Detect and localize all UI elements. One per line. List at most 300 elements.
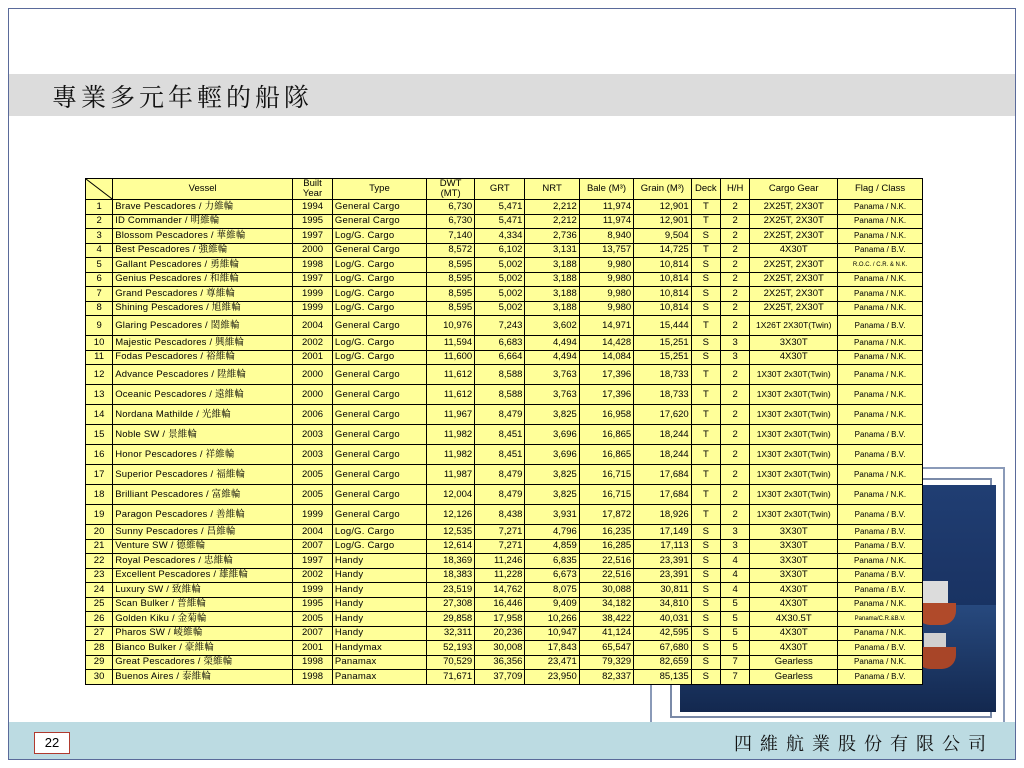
row-number: 6 [86,272,113,287]
hatch-count: 2 [720,505,749,525]
dwt-value: 29,858 [427,612,475,627]
vessel-name: Great Pescadores / 榮維輪 [113,655,293,670]
deck-type: S [691,301,720,316]
dwt-value: 6,730 [427,200,475,215]
deck-type: T [691,214,720,229]
grt-value: 6,102 [475,243,525,258]
grt-value: 8,588 [475,385,525,405]
table-row [86,425,923,445]
cargo-gear: 1X30T 2x30T(Twin) [750,465,838,485]
ship-type: General Cargo [332,316,426,336]
flag-class: Panama / N.K. [838,554,923,569]
nrt-value: 10,947 [525,626,579,641]
nrt-value: 2,736 [525,229,579,244]
built-year: 1999 [293,287,333,302]
built-year: 2002 [293,336,333,351]
header-grt: GRT [475,179,525,200]
dwt-value: 11,987 [427,465,475,485]
vessel-name: Oceanic Pescadores / 遠維輪 [113,385,293,405]
table-row [86,336,923,351]
table-row [86,612,923,627]
grt-value: 7,271 [475,525,525,540]
vessel-name: Royal Pescadores / 忠維輪 [113,554,293,569]
built-year: 1995 [293,214,333,229]
hatch-count: 4 [720,583,749,598]
grt-value: 8,438 [475,505,525,525]
bale-value: 9,980 [579,258,633,273]
table-row [86,626,923,641]
flag-class: Panama / B.V. [838,670,923,685]
grain-value: 18,733 [634,365,692,385]
row-number: 27 [86,626,113,641]
vessel-name: Brilliant Pescadores / 富維輪 [113,485,293,505]
grt-value: 36,356 [475,655,525,670]
grain-value: 17,684 [634,465,692,485]
grt-value: 7,271 [475,539,525,554]
built-year: 1998 [293,258,333,273]
deck-type: T [691,316,720,336]
dwt-value: 18,383 [427,568,475,583]
built-year: 2000 [293,365,333,385]
ship-type: Handy [332,626,426,641]
vessel-name: Paragon Pescadores / 善維輪 [113,505,293,525]
grain-value: 42,595 [634,626,692,641]
vessel-name: Fodas Pescadores / 裕維輪 [113,350,293,365]
flag-class: Panama / B.V. [838,505,923,525]
ship-type: General Cargo [332,365,426,385]
bale-value: 79,329 [579,655,633,670]
vessel-name: Majestic Pescadores / 興維輪 [113,336,293,351]
cargo-gear: 1X30T 2x30T(Twin) [750,425,838,445]
grain-value: 23,391 [634,568,692,583]
cargo-gear: 2X25T, 2X30T [750,287,838,302]
nrt-value: 3,825 [525,485,579,505]
vessel-name: Noble SW / 景維輪 [113,425,293,445]
ship-type: Handy [332,554,426,569]
ship-type: General Cargo [332,485,426,505]
grain-value: 67,680 [634,641,692,656]
deck-type: S [691,583,720,598]
row-number: 28 [86,641,113,656]
table-row [86,287,923,302]
dwt-value: 12,126 [427,505,475,525]
deck-type: S [691,229,720,244]
deck-type: S [691,258,720,273]
grain-value: 14,725 [634,243,692,258]
grain-value: 15,251 [634,336,692,351]
dwt-value: 11,612 [427,385,475,405]
deck-type: S [691,655,720,670]
grain-value: 17,620 [634,405,692,425]
header-dwt: DWT (MT) [427,179,475,200]
table-row [86,525,923,540]
flag-class: Panama / N.K. [838,287,923,302]
grt-value: 11,228 [475,568,525,583]
row-number: 30 [86,670,113,685]
deck-type: T [691,445,720,465]
table-row [86,272,923,287]
table-row [86,505,923,525]
grt-value: 17,958 [475,612,525,627]
hatch-count: 2 [720,425,749,445]
ship-type: Panamax [332,670,426,685]
dwt-value: 11,594 [427,336,475,351]
row-number: 25 [86,597,113,612]
vessel-name: Nordana Mathilde / 光維輪 [113,405,293,425]
table-row [86,385,923,405]
grt-value: 14,762 [475,583,525,598]
deck-type: T [691,505,720,525]
bale-value: 16,865 [579,445,633,465]
table-row [86,405,923,425]
table-header-row [86,179,923,200]
nrt-value: 23,471 [525,655,579,670]
flag-class: Panama / N.K. [838,350,923,365]
row-number: 22 [86,554,113,569]
vessel-name: Genius Pescadores / 和維輪 [113,272,293,287]
dwt-value: 71,671 [427,670,475,685]
flag-class: Panama / N.K. [838,365,923,385]
grain-value: 85,135 [634,670,692,685]
bale-value: 22,516 [579,568,633,583]
hatch-count: 2 [720,229,749,244]
grain-value: 10,814 [634,272,692,287]
hatch-count: 5 [720,626,749,641]
hatch-count: 2 [720,258,749,273]
table-row [86,554,923,569]
row-number: 11 [86,350,113,365]
grain-value: 18,926 [634,505,692,525]
grt-value: 8,451 [475,445,525,465]
row-number: 5 [86,258,113,273]
vessel-name: Glaring Pescadores / 閎維輪 [113,316,293,336]
header-grain: Grain (M³) [634,179,692,200]
cargo-gear: 1X30T 2x30T(Twin) [750,385,838,405]
hatch-count: 2 [720,316,749,336]
header-flag-class: Flag / Class [838,179,923,200]
bale-value: 82,337 [579,670,633,685]
vessel-name: Blossom Pescadores / 華維輪 [113,229,293,244]
hatch-count: 3 [720,539,749,554]
nrt-value: 9,409 [525,597,579,612]
dwt-value: 32,311 [427,626,475,641]
nrt-value: 3,931 [525,505,579,525]
grt-value: 7,243 [475,316,525,336]
hatch-count: 2 [720,287,749,302]
grain-value: 23,391 [634,554,692,569]
dwt-value: 12,004 [427,485,475,505]
built-year: 2003 [293,445,333,465]
nrt-value: 8,075 [525,583,579,598]
flag-class: Panama / B.V. [838,568,923,583]
built-year: 1997 [293,272,333,287]
cargo-gear: 1X30T 2x30T(Twin) [750,445,838,465]
vessel-name: Advance Pescadores / 陞維輪 [113,365,293,385]
bale-value: 16,285 [579,539,633,554]
flag-class: Panama / B.V. [838,316,923,336]
grt-value: 37,709 [475,670,525,685]
flag-class: Panama / B.V. [838,641,923,656]
ship-type: General Cargo [332,405,426,425]
cargo-gear: 3X30T [750,336,838,351]
header-hh: H/H [720,179,749,200]
vessel-name: Sunny Pescadores / 昌維輪 [113,525,293,540]
grain-value: 18,244 [634,445,692,465]
built-year: 2004 [293,525,333,540]
vessel-name: Brave Pescadores / 力維輪 [113,200,293,215]
nrt-value: 17,843 [525,641,579,656]
ship-type: General Cargo [332,465,426,485]
grt-value: 8,479 [475,405,525,425]
row-number: 2 [86,214,113,229]
row-number: 16 [86,445,113,465]
built-year: 2007 [293,539,333,554]
flag-class: Panama / N.K. [838,626,923,641]
table-row [86,655,923,670]
flag-class: Panama / B.V. [838,539,923,554]
grain-value: 12,901 [634,200,692,215]
hatch-count: 2 [720,214,749,229]
flag-class: Panama / B.V. [838,583,923,598]
bale-value: 22,516 [579,554,633,569]
table-row [86,485,923,505]
hatch-count: 5 [720,641,749,656]
cargo-gear: 2X25T, 2X30T [750,200,838,215]
bale-value: 16,715 [579,465,633,485]
cargo-gear: 1X30T 2x30T(Twin) [750,505,838,525]
grain-value: 17,113 [634,539,692,554]
grt-value: 5,002 [475,258,525,273]
bale-value: 11,974 [579,214,633,229]
row-number: 18 [86,485,113,505]
bale-value: 9,980 [579,272,633,287]
grt-value: 16,446 [475,597,525,612]
deck-type: T [691,425,720,445]
hatch-count: 2 [720,200,749,215]
dwt-value: 8,595 [427,272,475,287]
deck-type: S [691,626,720,641]
bale-value: 34,182 [579,597,633,612]
cargo-gear: 4X30T [750,641,838,656]
cargo-gear: 4X30.5T [750,612,838,627]
grt-value: 5,002 [475,287,525,302]
ship-type: Handy [332,597,426,612]
fleet-table-container [85,178,923,685]
grt-value: 8,479 [475,485,525,505]
nrt-value: 3,602 [525,316,579,336]
nrt-value: 3,188 [525,301,579,316]
row-number: 13 [86,385,113,405]
vessel-name: Grand Pescadores / 尊維輪 [113,287,293,302]
flag-class: Panama / B.V. [838,243,923,258]
deck-type: S [691,350,720,365]
row-number: 29 [86,655,113,670]
row-number: 15 [86,425,113,445]
nrt-value: 3,188 [525,272,579,287]
vessel-name: Honor Pescadores / 祥維輪 [113,445,293,465]
flag-class: Panama / B.V. [838,445,923,465]
hatch-count: 3 [720,525,749,540]
fleet-table [85,178,923,685]
vessel-name: Excellent Pescadores / 雄維輪 [113,568,293,583]
bale-value: 16,865 [579,425,633,445]
dwt-value: 11,612 [427,365,475,385]
cargo-gear: 2X25T, 2X30T [750,258,838,273]
ship-type: Log/G. Cargo [332,350,426,365]
table-row [86,365,923,385]
cargo-gear: 4X30T [750,243,838,258]
cargo-gear: 2X25T, 2X30T [750,272,838,287]
grain-value: 10,814 [634,258,692,273]
ship-type: Log/G. Cargo [332,301,426,316]
bale-value: 16,958 [579,405,633,425]
nrt-value: 3,825 [525,465,579,485]
deck-type: S [691,336,720,351]
vessel-name: Pharos SW / 崚維輪 [113,626,293,641]
table-row [86,301,923,316]
grt-value: 4,334 [475,229,525,244]
hatch-count: 4 [720,568,749,583]
dwt-value: 11,600 [427,350,475,365]
grain-value: 82,659 [634,655,692,670]
table-row [86,200,923,215]
ship-type: General Cargo [332,425,426,445]
grt-value: 5,002 [475,272,525,287]
hatch-count: 4 [720,554,749,569]
built-year: 2005 [293,485,333,505]
hatch-count: 2 [720,272,749,287]
grain-value: 10,814 [634,301,692,316]
nrt-value: 4,859 [525,539,579,554]
bale-value: 9,980 [579,287,633,302]
ship-superstructure [922,581,948,605]
deck-type: T [691,200,720,215]
table-row [86,316,923,336]
dwt-value: 8,595 [427,287,475,302]
deck-type: S [691,612,720,627]
ship-type: General Cargo [332,243,426,258]
nrt-value: 2,212 [525,214,579,229]
dwt-value: 18,369 [427,554,475,569]
grain-value: 30,811 [634,583,692,598]
deck-type: T [691,365,720,385]
flag-class: Panama / N.K. [838,214,923,229]
bale-value: 17,396 [579,385,633,405]
row-number: 8 [86,301,113,316]
hatch-count: 7 [720,670,749,685]
built-year: 2000 [293,243,333,258]
dwt-value: 11,967 [427,405,475,425]
deck-type: S [691,272,720,287]
nrt-value: 3,696 [525,445,579,465]
vessel-name: Gallant Pescadores / 勇維輪 [113,258,293,273]
table-row [86,568,923,583]
dwt-value: 23,519 [427,583,475,598]
ship-type: General Cargo [332,385,426,405]
vessel-name: Bianco Bulker / 豪維輪 [113,641,293,656]
cargo-gear: 3X30T [750,525,838,540]
row-number: 9 [86,316,113,336]
grain-value: 17,684 [634,485,692,505]
deck-type: S [691,525,720,540]
ship-type: General Cargo [332,200,426,215]
grt-value: 20,236 [475,626,525,641]
hatch-count: 5 [720,612,749,627]
hatch-count: 2 [720,365,749,385]
deck-type: T [691,385,720,405]
bale-value: 17,872 [579,505,633,525]
vessel-name: Superior Pescadores / 福維輪 [113,465,293,485]
header-type: Type [332,179,426,200]
row-number: 23 [86,568,113,583]
flag-class: R.O.C. / C.R. & N.K. [838,258,923,273]
grt-value: 8,451 [475,425,525,445]
hatch-count: 2 [720,301,749,316]
row-number: 20 [86,525,113,540]
nrt-value: 3,763 [525,385,579,405]
ship-type: General Cargo [332,445,426,465]
deck-type: S [691,641,720,656]
built-year: 1999 [293,301,333,316]
deck-type: T [691,465,720,485]
ship-type: Log/G. Cargo [332,287,426,302]
built-year: 1998 [293,670,333,685]
built-year: 2001 [293,641,333,656]
cargo-gear: 2X25T, 2X30T [750,214,838,229]
built-year: 1997 [293,554,333,569]
nrt-value: 4,494 [525,336,579,351]
flag-class: Panama / N.K. [838,336,923,351]
grt-value: 8,479 [475,465,525,485]
grt-value: 5,471 [475,214,525,229]
grt-value: 5,002 [475,301,525,316]
bale-value: 9,980 [579,301,633,316]
grain-value: 15,251 [634,350,692,365]
grain-value: 12,901 [634,214,692,229]
cargo-gear: 4X30T [750,583,838,598]
row-number: 1 [86,200,113,215]
row-number: 26 [86,612,113,627]
ship-type: Handy [332,568,426,583]
cargo-gear: 1X30T 2x30T(Twin) [750,365,838,385]
flag-class: Panama / N.K. [838,465,923,485]
hatch-count: 2 [720,243,749,258]
hatch-count: 7 [720,655,749,670]
hatch-count: 2 [720,485,749,505]
table-row [86,583,923,598]
nrt-value: 3,825 [525,405,579,425]
bale-value: 65,547 [579,641,633,656]
built-year: 2003 [293,425,333,445]
header-cargo-gear: Cargo Gear [750,179,838,200]
bale-value: 8,940 [579,229,633,244]
cargo-gear: 3X30T [750,539,838,554]
corner-cell [86,179,113,200]
built-year: 1998 [293,655,333,670]
ship-type: Log/G. Cargo [332,525,426,540]
dwt-value: 6,730 [427,214,475,229]
deck-type: S [691,287,720,302]
ship-type: Log/G. Cargo [332,539,426,554]
row-number: 12 [86,365,113,385]
deck-type: T [691,405,720,425]
cargo-gear: Gearless [750,670,838,685]
built-year: 1999 [293,583,333,598]
table-row [86,539,923,554]
cargo-gear: 4X30T [750,350,838,365]
built-year: 2007 [293,626,333,641]
hatch-count: 5 [720,597,749,612]
